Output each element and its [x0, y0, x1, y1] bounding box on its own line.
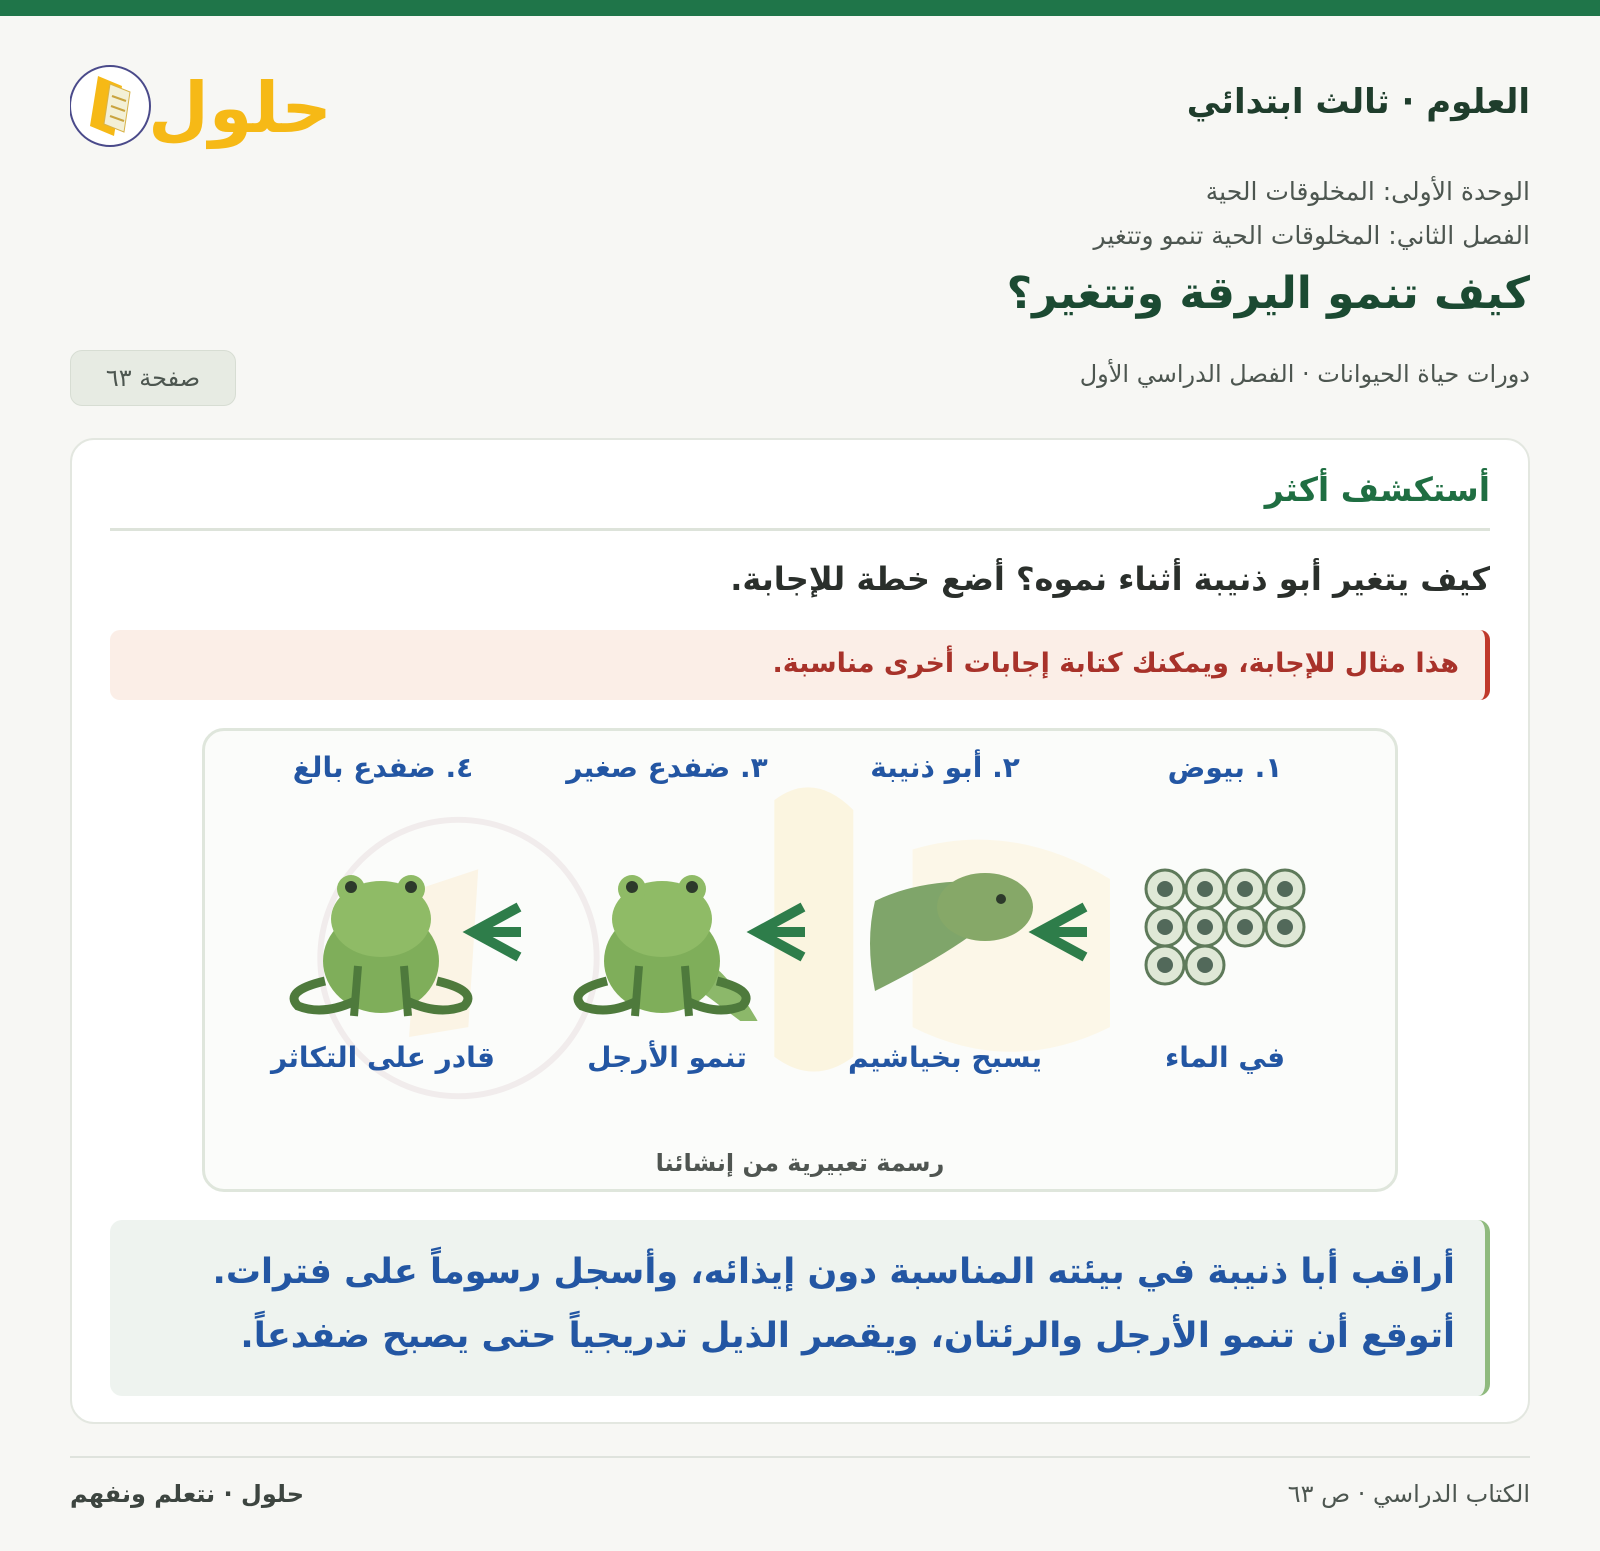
stage-caption: في الماء: [1164, 1041, 1286, 1074]
stage-title: ٢. أبو ذنيبة: [870, 751, 1020, 784]
eggs-icon: [1105, 841, 1345, 1021]
question-text: كيف يتغير أبو ذنيبة أثناء نموه؟ أضع خطة للإجابة.: [730, 560, 1490, 598]
stage-caption: تنمو الأرجل: [587, 1041, 747, 1074]
top-accent-bar: [0, 0, 1600, 16]
stage-eggs: [1105, 731, 1345, 1131]
stage-caption: يسبح بخياشيم: [848, 1041, 1042, 1074]
topic-label: دورات حياة الحيوانات · الفصل الدراسي الأول: [1079, 360, 1530, 388]
answer-line-2: أتوقع أن تنمو الأرجل والرئتان، ويقصر الذيل تدريجياً حتى يصبح ضفدعاً.: [240, 1316, 1455, 1356]
stage-caption: قادر على التكاثر: [271, 1041, 495, 1074]
stage-title: ٤. ضفدع بالغ: [292, 751, 474, 784]
unit-label: الوحدة الأولى: المخلوقات الحية: [1205, 177, 1530, 206]
tadpole-icon: [825, 841, 1065, 1021]
page-badge: صفحة ٦٣: [70, 350, 236, 406]
stage-title: ٣. ضفدع صغير: [566, 751, 768, 784]
header: [70, 46, 1530, 156]
froglet-icon: [547, 841, 787, 1021]
chapter-label: الفصل الثاني: المخلوقات الحية تنمو وتتغير: [1093, 221, 1530, 250]
example-note-text: هذا مثال للإجابة، ويمكنك كتابة إجابات أخرى مناسبة.: [772, 648, 1459, 679]
subline: [70, 350, 1530, 406]
diagram-caption: رسمة تعبيرية من إنشائنا: [655, 1149, 945, 1177]
lifecycle-diagram: [202, 728, 1398, 1192]
subject-title: العلوم · ثالث ابتدائي: [1186, 82, 1530, 122]
section-title: أستكشف أكثر: [1264, 470, 1490, 509]
footer-brand[interactable]: حلول · نتعلم ونفهم: [70, 1480, 304, 1508]
hulul-logo[interactable]: [70, 46, 340, 156]
footer-divider: [70, 1456, 1530, 1458]
lesson-title: كيف تنمو اليرقة وتتغير؟: [1006, 268, 1530, 319]
answer-line-1: أراقب أبا ذنيبة في بيئته المناسبة دون إيذائه، وأسجل رسوماً على فترات.: [212, 1252, 1455, 1292]
stage-adult-frog: [263, 731, 503, 1131]
frog-icon: [263, 841, 503, 1021]
stage-title: ١. بيوض: [1167, 751, 1283, 784]
footer-book-ref: الكتاب الدراسي · ص ٦٣: [1287, 1480, 1530, 1508]
lesson-meta: [70, 170, 1530, 319]
section-divider: [110, 528, 1490, 531]
logo-text: حلول: [148, 67, 332, 149]
example-note: [110, 630, 1490, 700]
stage-tadpole: [825, 731, 1065, 1131]
exercise-card: [70, 438, 1530, 1424]
stage-froglet: [547, 731, 787, 1131]
answer-box: [110, 1220, 1490, 1396]
